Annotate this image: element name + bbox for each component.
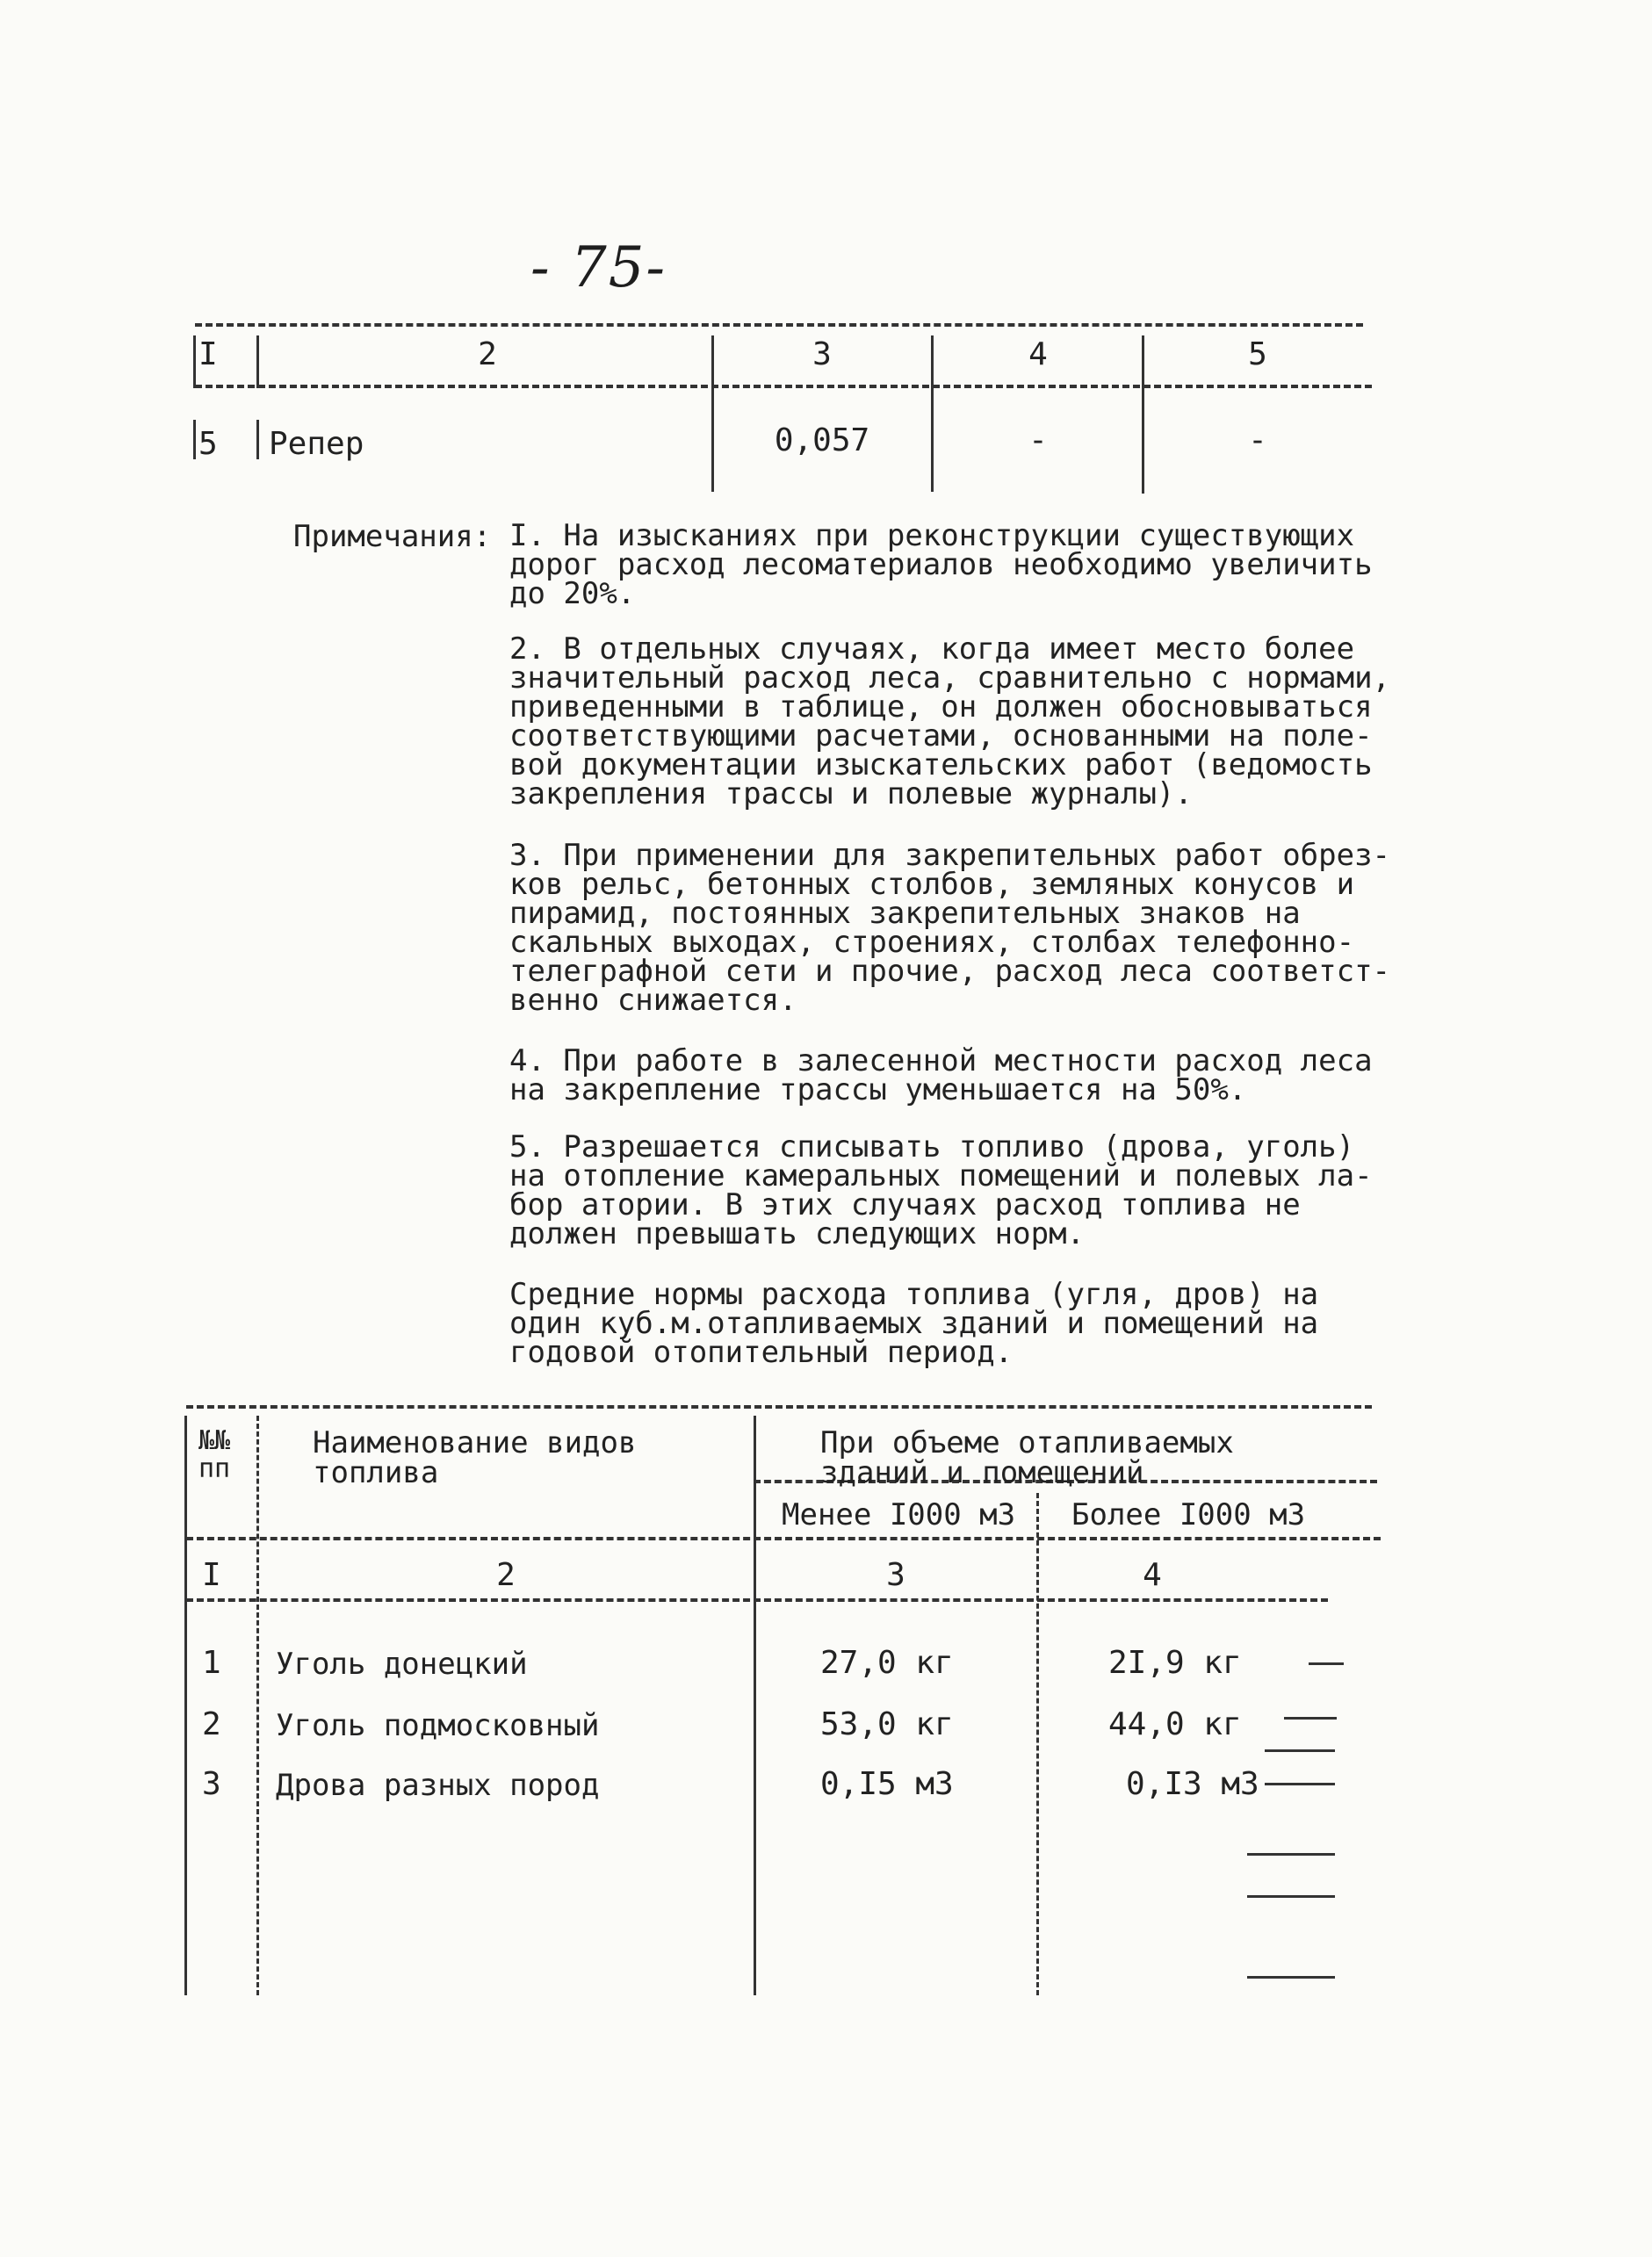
note-line: годовой отопительный период. bbox=[509, 1335, 1014, 1370]
header-num-line-2: пп bbox=[198, 1453, 231, 1484]
blank-dash bbox=[1309, 1662, 1344, 1665]
blank-dash bbox=[1265, 1783, 1335, 1785]
note-line: закрепления трассы и полевые журналы). bbox=[509, 776, 1193, 811]
note-line: Средние нормы расхода топлива (угля, дров) на bbox=[509, 1277, 1319, 1312]
row-1-name: Уголь донецкий bbox=[276, 1647, 528, 1682]
page-number: - 75- bbox=[530, 235, 667, 300]
table-2-divider bbox=[256, 1416, 259, 1995]
table-1-row-num: 5 bbox=[198, 426, 218, 462]
blank-dash bbox=[1247, 1853, 1335, 1856]
notes-label: Примечания: bbox=[293, 519, 492, 554]
note-line: венно снижается. bbox=[509, 983, 797, 1018]
row-2-less: 53,0 кг bbox=[820, 1706, 954, 1742]
note-1 bbox=[509, 518, 1373, 611]
header-more-1000: Более I000 м3 bbox=[1071, 1497, 1306, 1532]
row-3-more: 0,I3 м3 bbox=[1126, 1766, 1259, 1802]
index-col-1: I bbox=[202, 1557, 221, 1593]
table-1-header-col-2: 2 bbox=[478, 336, 497, 372]
table-1-row-value: 0,057 bbox=[774, 422, 870, 458]
header-less-1000: Менее I000 м3 bbox=[782, 1497, 1016, 1532]
blank-dash bbox=[1247, 1976, 1335, 1979]
table-1-row-col-5: - bbox=[1248, 422, 1267, 458]
header-volume-line-2: зданий и помещений bbox=[820, 1455, 1144, 1490]
blank-dash bbox=[1265, 1749, 1335, 1752]
table-1-header-col-4: 4 bbox=[1028, 336, 1048, 372]
row-1-less: 27,0 кг bbox=[820, 1645, 954, 1681]
average-norms-text bbox=[509, 1277, 1319, 1370]
index-col-3: 3 bbox=[886, 1557, 905, 1593]
header-name-line-2: топлива bbox=[313, 1455, 439, 1490]
note-2 bbox=[509, 631, 1391, 811]
note-line: I. На изысканиях при реконструкции существующих bbox=[509, 518, 1355, 553]
table-2-header-rule bbox=[186, 1537, 1381, 1540]
table-1-divider bbox=[256, 420, 259, 459]
row-2-more: 44,0 кг bbox=[1108, 1706, 1242, 1742]
table-2-divider bbox=[754, 1416, 756, 1995]
table-1-top-rule bbox=[195, 323, 1363, 327]
note-line: до 20%. bbox=[509, 576, 636, 611]
row-3-num: 3 bbox=[202, 1766, 221, 1802]
table-1-row-col-4: - bbox=[1028, 422, 1048, 458]
table-1-header-col-3: 3 bbox=[812, 336, 832, 372]
table-2-top-rule bbox=[186, 1405, 1372, 1409]
table-2-border bbox=[184, 1416, 187, 1995]
table-1-divider bbox=[256, 335, 259, 388]
table-1-border bbox=[193, 420, 196, 459]
note-line: на отопление камеральных помещений и полевых ла- bbox=[509, 1158, 1373, 1193]
table-1-header-col-1: I bbox=[198, 336, 218, 372]
header-name-line-1: Наименование видов bbox=[313, 1425, 637, 1460]
note-line: 4. При работе в залесенной местности расход леса bbox=[509, 1043, 1373, 1078]
note-line: ков рельс, бетонных столбов, земляных конусов и bbox=[509, 867, 1355, 902]
note-line: пирамид, постоянных закрепительных знаков на bbox=[509, 896, 1301, 931]
row-1-more: 2I,9 кг bbox=[1108, 1645, 1242, 1681]
note-line: 2. В отдельных случаях, когда имеет место более bbox=[509, 631, 1355, 667]
header-volume-line-1: При объеме отапливаемых bbox=[820, 1425, 1234, 1460]
note-line: на закрепление трассы уменьшается на 50%. bbox=[509, 1072, 1247, 1107]
table-1-header-col-5: 5 bbox=[1248, 336, 1267, 372]
note-5 bbox=[509, 1129, 1373, 1251]
header-num-line-1: №№ bbox=[198, 1425, 231, 1456]
table-1-row-name: Репер bbox=[269, 426, 364, 462]
row-2-num: 2 bbox=[202, 1706, 221, 1742]
table-1-header-rule bbox=[195, 385, 1372, 388]
note-line: один куб.м.отапливаемых зданий и помещений на bbox=[509, 1306, 1319, 1341]
index-col-2: 2 bbox=[496, 1557, 516, 1593]
note-line: боp атории. В этих случаях расход топлива не bbox=[509, 1187, 1301, 1222]
note-4 bbox=[509, 1043, 1373, 1107]
note-line: дорог расход лесоматериалов необходимо увеличить bbox=[509, 547, 1373, 582]
note-line: значительный расход леса, сравнительно с нормами, bbox=[509, 660, 1391, 696]
note-line: должен превышать следующих норм. bbox=[509, 1216, 1086, 1251]
note-line: скальных выходах, строениях, столбах телефонно- bbox=[509, 925, 1355, 960]
note-line: 3. При применении для закрепительных работ обрез- bbox=[509, 838, 1391, 873]
note-line: 5. Разрешается списывать топливо (дрова, уголь) bbox=[509, 1129, 1355, 1165]
note-line: телеграфной сети и прочие, расход леса соответст- bbox=[509, 954, 1391, 989]
index-col-4: 4 bbox=[1143, 1557, 1162, 1593]
note-line: вой документации изыскательских работ (ведомость bbox=[509, 747, 1373, 782]
row-3-less: 0,I5 м3 bbox=[820, 1766, 954, 1802]
row-3-name: Дрова разных пород bbox=[276, 1768, 600, 1803]
blank-dash bbox=[1284, 1717, 1337, 1720]
table-2-index-rule bbox=[186, 1598, 1328, 1602]
table-1-border bbox=[193, 335, 196, 388]
note-3 bbox=[509, 838, 1391, 1018]
row-1-num: 1 bbox=[202, 1645, 221, 1681]
note-line: приведенными в таблице, он должен обосновываться bbox=[509, 689, 1373, 725]
blank-dash bbox=[1247, 1895, 1335, 1898]
note-line: соответствующими расчетами, основанными на поле- bbox=[509, 718, 1373, 754]
row-2-name: Уголь подмосковный bbox=[276, 1708, 600, 1743]
